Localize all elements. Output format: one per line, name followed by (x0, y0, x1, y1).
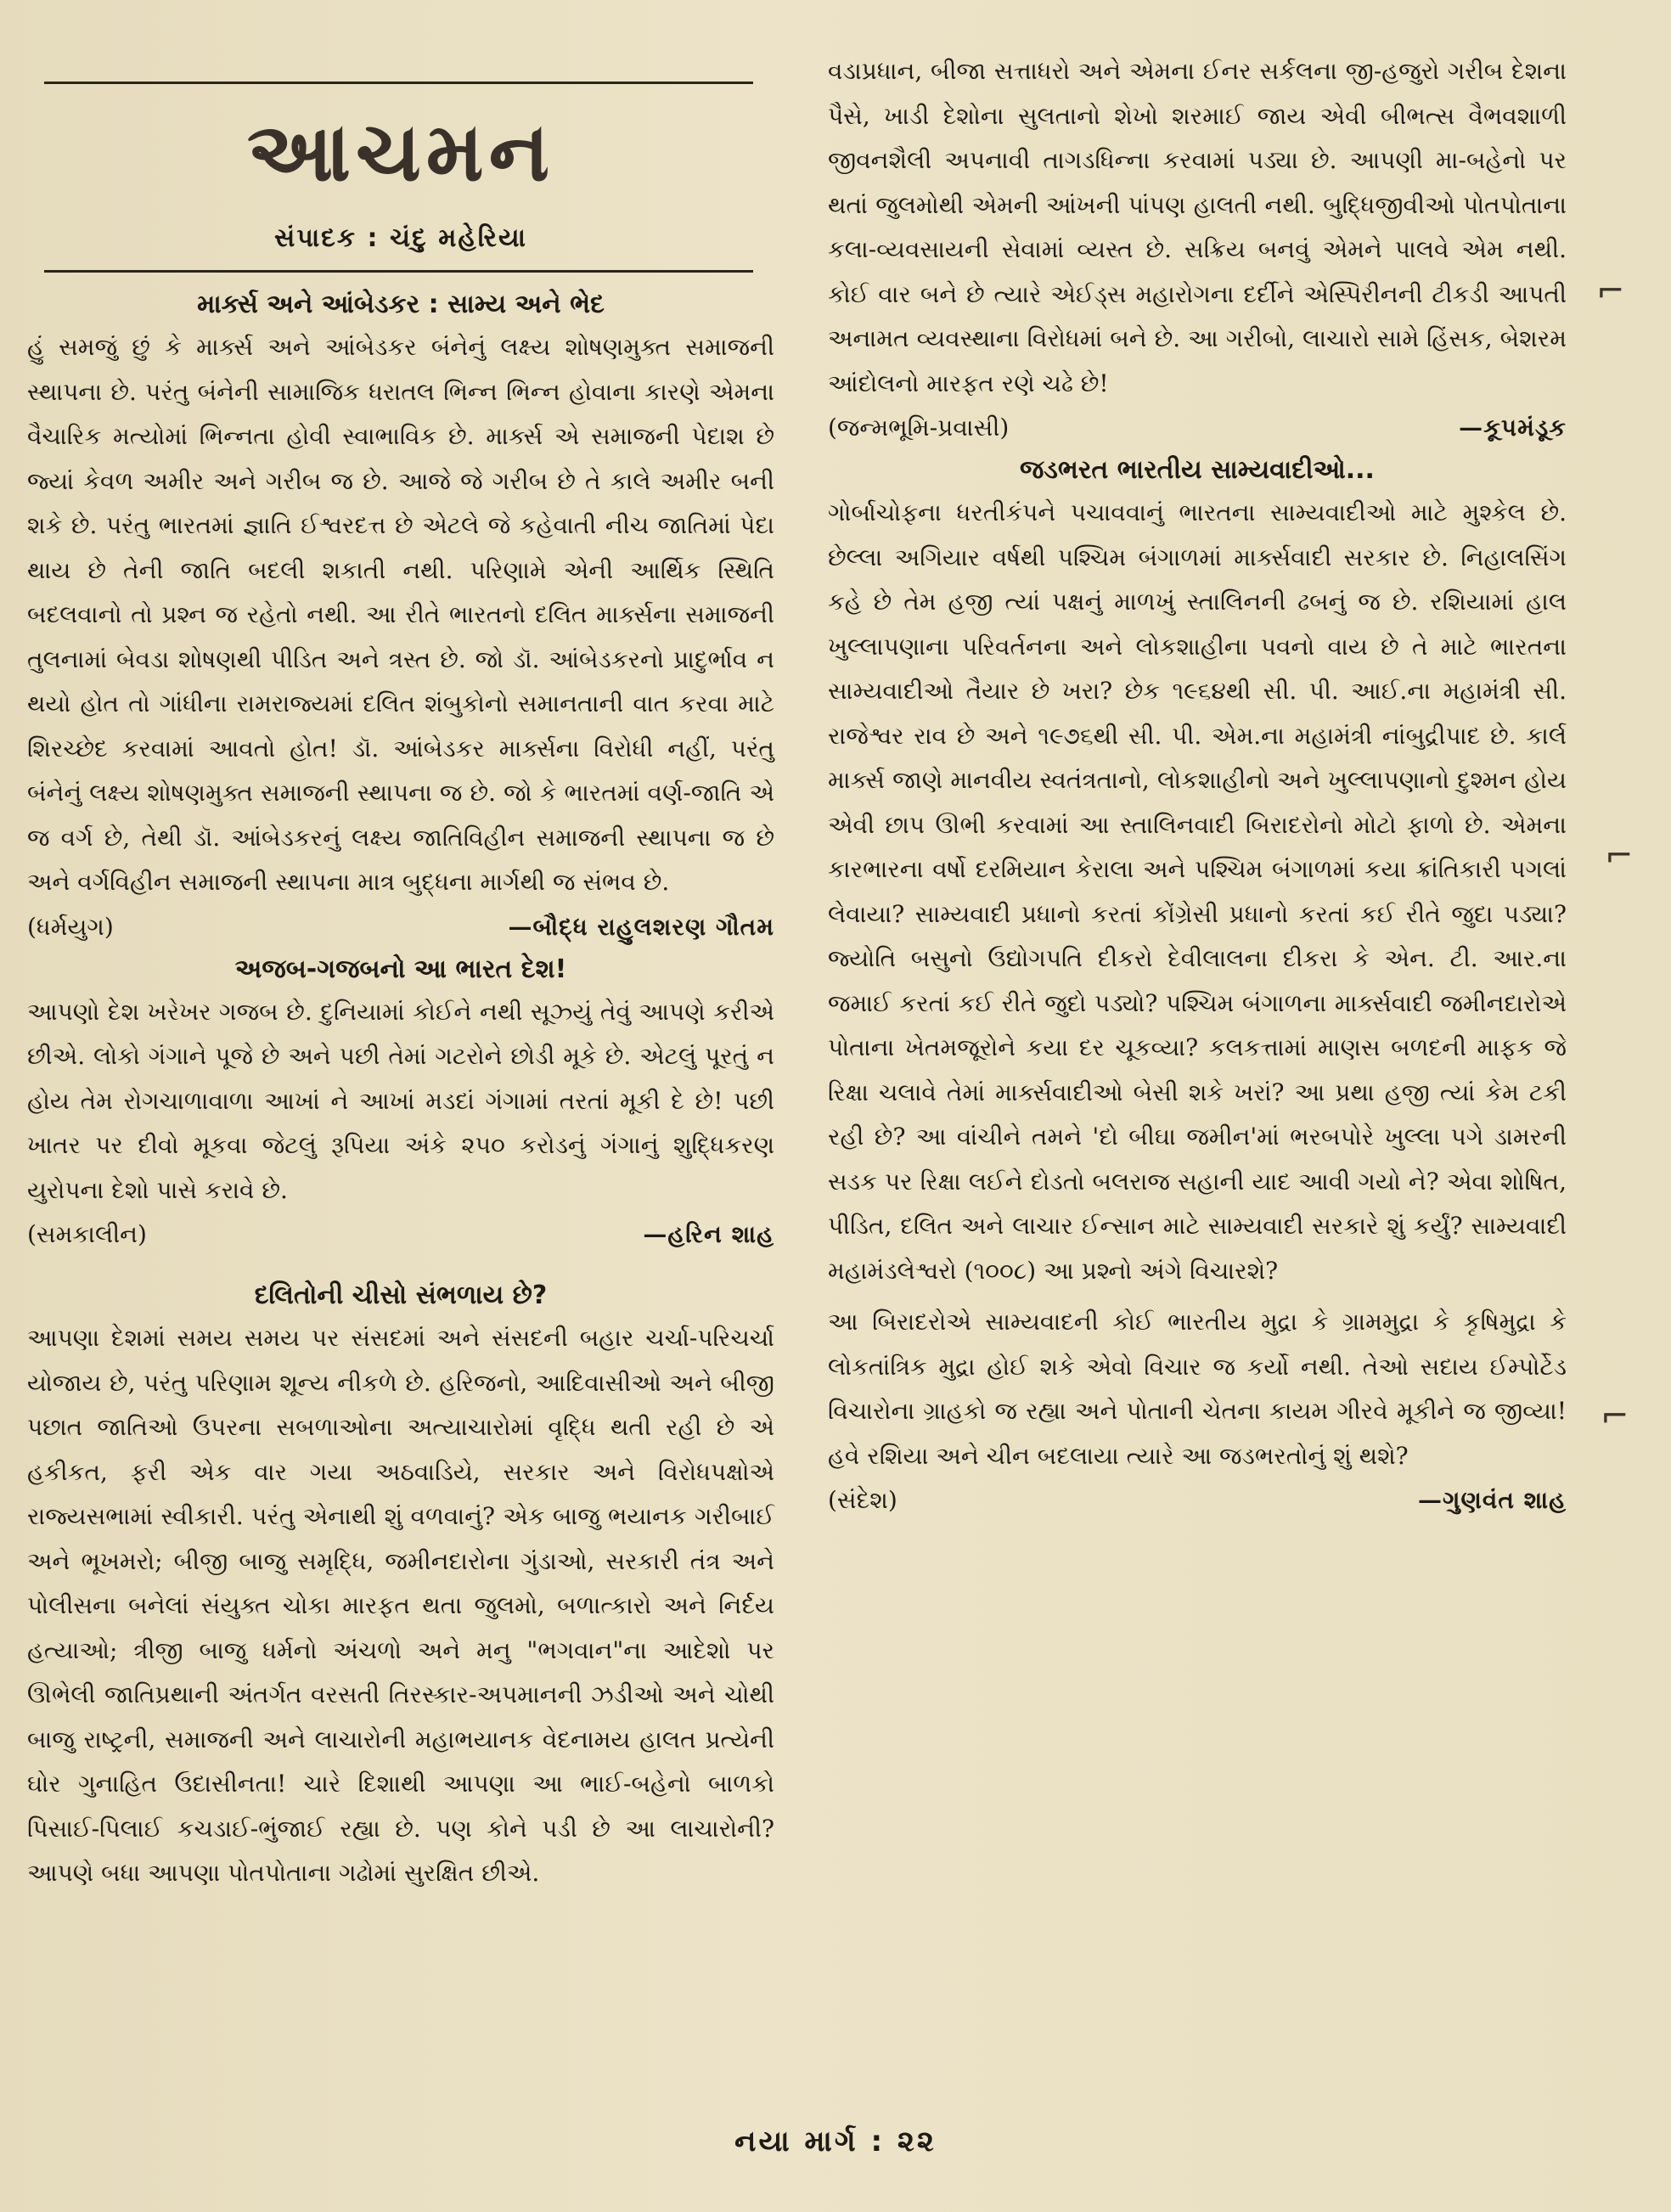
article-4-author: —ગુણવંત શાહ (1418, 1486, 1567, 1514)
article-4-signature (828, 1478, 1567, 1523)
right-column (828, 49, 1567, 1523)
article-1-signature (27, 905, 774, 949)
article-4-body-2: આ બિરાદરોએ સામ્યવાદની કોઈ ભારતીય મુદ્રા કે ગ્રામમુદ્રા કે કૃષિમુદ્રા કે લોકતાંત્રિક મુદ્રા હોઈ શકે એવો વિચાર જ કર્યો નથી. તેઓ સદાય ઈમ્પોર્ટેડ વિચારોના ગ્રાહકો જ રહ્યા અને પોતાની ચેતના કાયમ ગીરવે મૂકીને જ જીવ્યા! હવે રશિયા અને ચીન બદલાયા ત્યારે આ જડભરતોનું શું થશે? (828, 1308, 1567, 1470)
article-2-body: આપણો દેશ ખરેખર ગજબ છે. દુનિયામાં કોઈને નથી સૂઝ્યું તેવું આપણે કરીએ છીએ. લોકો ગંગાને પૂજે છે અને પછી તેમાં ગટરોને છોડી મૂકે છે. એટલું પૂરતું ન હોય તેમ રોગચાળાવાળા આખાં ને આખાં મડદાં ગંગામાં તરતાં મૂકી દે છે! પછી ખાતર પર દીવો મૂકવા જેટલું રૂપિયા અંકે ૨૫૦ કરોડનું ગંગાનું શુદ્ધિકરણ યુરોપના દેશો પાસે કરાવે છે. (27, 997, 774, 1204)
article-4-title: જડભરત ભારતીય સામ્યવાદીઓ... (1020, 455, 1375, 485)
article-2-source: (સમકાલીન) (27, 1220, 147, 1248)
article-3-title: દલિતોની ચીસો સંભળાય છે? (254, 1280, 548, 1310)
page-tear-mark: ⌐ (1601, 1397, 1629, 1436)
article-2-author: —હરિન શાહ (643, 1220, 774, 1248)
article-3-source: (જન્મભૂમિ-પ્રવાસી) (828, 414, 1010, 442)
article-2-title: અજબ-ગજબનો આ ભારત દેશ! (234, 954, 567, 984)
article-3-signature (828, 406, 1567, 450)
article-1-author: —બૌદ્ધ રાહુલશરણ ગૌતમ (508, 912, 774, 941)
article-2-signature (27, 1213, 774, 1257)
article-4-source: (સંદેશ) (828, 1486, 897, 1514)
page-tear-mark: ⌐ (1605, 836, 1634, 875)
article-1-title: માર્ક્સ અને આંબેડકર : સામ્ય અને ભેદ (197, 290, 605, 319)
article-1-source: (ધર્મયુગ) (27, 912, 114, 941)
page-tear-mark: ⌐ (1596, 272, 1625, 311)
left-column (27, 82, 774, 1896)
article-3-body-part2: વડાપ્રધાન, બીજા સત્તાધરો અને એમના ઈનર સર્કલના જી-હજુરો ગરીબ દેશના પૈસે, ખાડી દેશોના સુલતાનો શેખો શરમાઈ જાય એવી બીભત્સ વૈભવશાળી જીવનશૈલી અપનાવી તાગડધિન્ના કરવામાં પડ્યા છે. આપણી મા-બહેનો પર થતાં જુલમોથી એમની આંખની પાંપણ હાલતી નથી. બુદ્ધિજીવીઓ પોતપોતાના કલા-વ્યવસાયની સેવામાં વ્યસ્ત છે. સક્રિય બનવું એમને પાલવે એમ નથી. કોઈ વાર બને છે ત્યારે એઈડ્સ મહારોગના દર્દીને એસ્પિરીનની ટીકડી આપતી અનામત વ્યવસ્થાના વિરોધમાં બને છે. આ ગરીબો, લાચારો સામે હિંસક, બેશરમ આંદોલનો મારફત રણે ચઢે છે! (828, 57, 1567, 397)
editor-rule (44, 270, 753, 273)
article-4-body: ગોર્બાચોફના ધરતીકંપને પચાવવાનું ભારતના સામ્યવાદીઓ માટે મુશ્કેલ છે. છેલ્લા અગિયાર વર્ષથી પશ્ચિમ બંગાળમાં માર્ક્સવાદી સરકાર છે. નિહાલસિંગ કહે છે તેમ હજી ત્યાં પક્ષનું માળખું સ્તાલિનની ઢબનું જ છે. રશિયામાં હાલ ખુલ્લાપણાના પરિવર્તનના અને લોકશાહીના પવનો વાય છે તે માટે ભારતના સામ્યવાદીઓ તૈયાર છે ખરા? છેક ૧૯૬૪થી સી. પી. આઈ.ના મહામંત્રી સી. રાજેશ્વર રાવ છે અને ૧૯૭૬થી સી. પી. એમ.ના મહામંત્રી નાંબુદ્રીપાદ છે. કાર્લ માર્ક્સ જાણે માનવીય સ્વતંત્રતાનો, લોકશાહીનો અને ખુલ્લાપણાનો દુશ્મન હોય એવી છાપ ઊભી કરવામાં આ સ્તાલિનવાદી બિરાદરોનો મોટો ફાળો છે. એમના કારભારના વર્ષો દરમિયાન કેરાલા અને પશ્ચિમ બંગાળમાં કયા ક્રાંતિકારી પગલાં લેવાયા? સામ્યવાદી પ્રધાનો કરતાં કોંગ્રેસી પ્રધાનો કરતાં કઈ રીતે જુદા પડ્યા? જ્યોતિ બસુનો ઉદ્યોગપતિ દીકરો દેવીલાલના દીકરા કે એન. ટી. આર.ના જમાઈ કરતાં કઈ રીતે જુદો પડ્યો? પશ્ચિમ બંગાળના માર્ક્સવાદી જમીનદારોએ પોતાના ખેતમજૂરોને કયા દર ચૂકવ્યા? કલકત્તામાં માણસ બળદની માફક જે રિક્ષા ચલાવે તેમાં માર્ક્સવાદીઓ બેસી શકે ખરાં? આ પ્રથા હજી ત્યાં કેમ ટકી રહી છે? આ વાંચીને તમને 'દો બીઘા જમીન'માં ભરબપોરે ખુલ્લા પગે ડામરની સડક પર રિક્ષા લઈને દોડતો બલરાજ સહાની યાદ આવી ગયો ને? એવા શોષિત, પીડિત, દલિત અને લાચાર ઈન્સાન માટે સામ્યવાદી સરકારે શું કર્યું? સામ્યવાદી મહામંડલેશ્વરો (૧૦૦૮) આ પ્રશ્નો અંગે વિચારશે? (828, 498, 1567, 1285)
top-rule (44, 82, 753, 84)
article-1-body: હું સમજું છું કે માર્ક્સ અને આંબેડકર બંનેનું લક્ષ્ય શોષણમુક્ત સમાજની સ્થાપના છે. પરંતુ બંનેની સામાજિક ધરાતલ ભિન્ન ભિન્ન હોવાના કારણે એમના વૈચારિક મત્યોમાં ભિન્નતા હોવી સ્વાભાવિક છે. માર્ક્સ એ સમાજની પેદાશ છે જ્યાં કેવળ અમીર અને ગરીબ જ છે. આજે જે ગરીબ છે તે કાલે અમીર બની શકે છે. પરંતુ ભારતમાં જ્ઞાતિ ઈશ્વરદત્ત છે એટલે જે કહેવાતી નીચ જાતિમાં પેદા થાય છે તેની જાતિ બદલી શકાતી નથી. પરિણામે એની આર્થિક સ્થિતિ બદલવાનો તો પ્રશ્ન જ રહેતો નથી. આ રીતે ભારતનો દલિત માર્ક્સના સમાજની તુલનામાં બેવડા શોષણથી પીડિત અને ત્રસ્ત છે. જો ડૉ. આંબેડકરનો પ્રાદુર્ભાવ ન થયો હોત તો ગાંધીના રામરાજ્યમાં દલિત શંબુકોનો સમાનતાની વાત કરવા માટે શિરચ્છેદ કરવામાં આવતો હોત! ડૉ. આંબેડકર માર્ક્સના વિરોધી નહીં, પરંતુ બંનેનું લક્ષ્ય શોષણમુક્ત સમાજની સ્થાપના જ છે. જો કે ભારતમાં વર્ણ-જાતિ એ જ વર્ગ છે, તેથી ડૉ. આંબેડકરનું લક્ષ્ય જાતિવિહીન સમાજની સ્થાપના જ છે અને વર્ગવિહીન સમાજની સ્થાપના માત્ર બુદ્ધના માર્ગથી જ સંભવ છે. (27, 333, 774, 896)
page-footer: નયા માર્ગ : ૨૨ (734, 2125, 937, 2159)
article-3-body-part1: આપણા દેશમાં સમય સમય પર સંસદમાં અને સંસદની બહાર ચર્ચા-પરિચર્ચા યોજાય છે, પરંતુ પરિણામ શૂન્ય નીકળે છે. હરિજનો, આદિવાસીઓ અને બીજી પછાત જાતિઓ ઉપરના સબળાઓના અત્યાચારોમાં વૃદ્ધિ થતી રહી છે એ હકીકત, ફરી એક વાર ગયા અઠવાડિયે, સરકાર અને વિરોધપક્ષોએ રાજ્યસભામાં સ્વીકારી. પરંતુ એનાથી શું વળવાનું? એક બાજુ ભયાનક ગરીબાઈ અને ભૂખમરો; બીજી બાજુ સમૃદ્ધિ, જમીનદારોના ગુંડાઓ, સરકારી તંત્ર અને પોલીસના બનેલાં સંયુક્ત ચોકા મારફત થતા જુલમો, બળાત્કારો અને નિર્દય હત્યાઓ; ત્રીજી બાજુ ધર્મનો અંચળો અને મનુ "ભગવાન"ના આદેશો પર ઊભેલી જાતિપ્રથાની અંતર્ગત વરસતી તિરસ્કાર-અપમાનની ઝડીઓ અને ચોથી બાજુ રાષ્ટ્રની, સમાજની અને લાચારોની મહાભયાનક વેદનામય હાલત પ્રત્યેની ઘોર ગુનાહિત ઉદાસીનતા! ચારે દિશાથી આપણા આ ભાઈ-બહેનો બાળકો પિસાઈ-પિલાઈ કચડાઈ-ભુંજાઈ રહ્યા છે. પણ કોને પડી છે આ લાચારોની? આપણે બધા આપણા પોતપોતાના ગઢોમાં સુરક્ષિત છીએ. (27, 1324, 774, 1887)
section-masthead: આચમન (246, 104, 555, 200)
article-3-author: —કૂપમંડૂક (1459, 414, 1567, 442)
editor-credit: સંપાદક : ચંદુ મહેરિયા (274, 223, 527, 253)
